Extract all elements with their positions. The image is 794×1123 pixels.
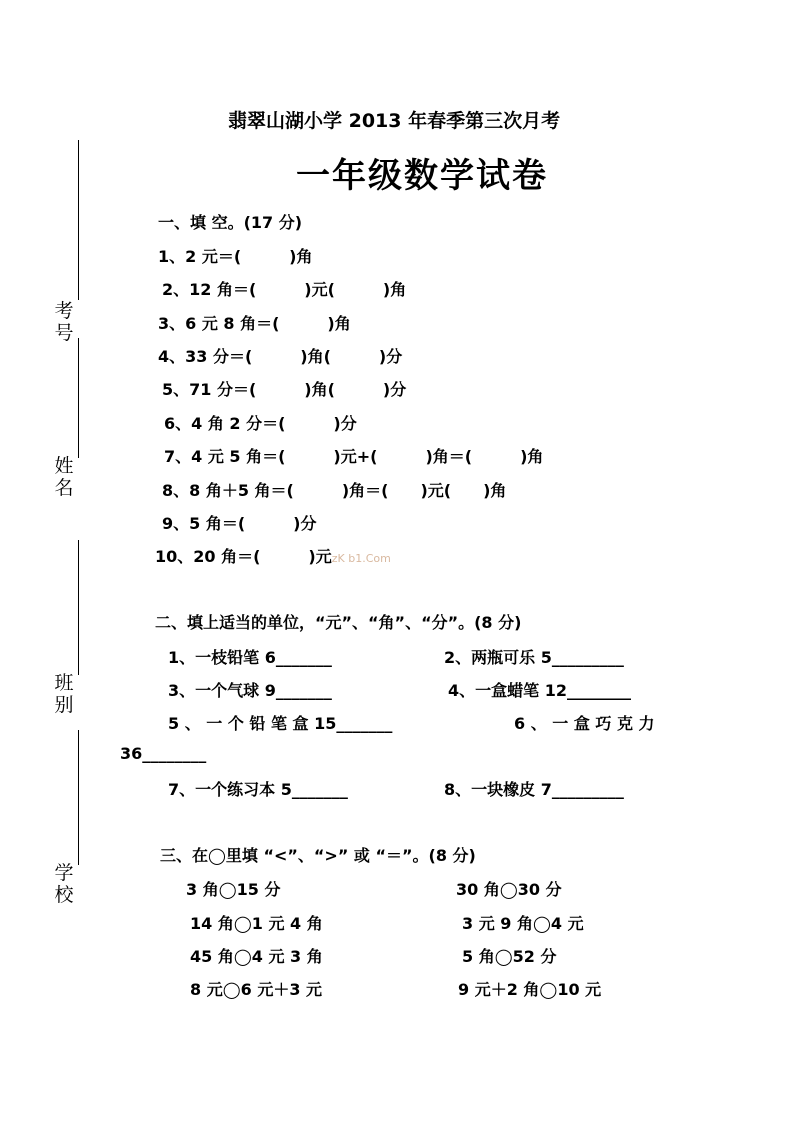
s1-q1: 1、2 元＝( )角: [158, 247, 313, 266]
s1-q7: 7、4 元 5 角＝( )元+( )角＝( )角: [164, 447, 544, 466]
s2-q7: 7、一个练习本 5_______: [168, 780, 348, 799]
binding-label-kaohao: 考号: [54, 300, 74, 344]
s2-q4: 4、一盒蜡笔 12________: [448, 681, 631, 700]
binding-line-xingming: [78, 338, 79, 458]
s2-q8: 8、一块橡皮 7_________: [444, 780, 624, 799]
s2-q5: 5 、 一 个 铅 笔 盒 15_______: [168, 714, 393, 733]
s2-q6: 6 、 一 盒 巧 克 力: [514, 714, 655, 733]
s3-q5: 45 角◯4 元 3 角: [190, 947, 323, 966]
s3-q6: 5 角◯52 分: [462, 947, 557, 966]
s2-q1: 1、一枝铅笔 6_______: [168, 648, 332, 667]
s3-q8: 9 元＋2 角◯10 元: [458, 980, 602, 999]
s1-q6: 6、4 角 2 分＝( )分: [164, 414, 357, 433]
s1-q9: 9、5 角＝( )分: [162, 514, 317, 533]
s3-q3: 14 角◯1 元 4 角: [190, 914, 323, 933]
s3-q1: 3 角◯15 分: [186, 880, 281, 899]
binding-line-kaohao: [78, 140, 79, 300]
watermark-text: zK b1.Com: [331, 552, 391, 565]
school-exam-title: 翡翠山湖小学 2013 年春季第三次月考: [228, 110, 561, 132]
s1-q2: 2、12 角＝( )元( )角: [162, 280, 407, 299]
s2-q3: 3、一个气球 9_______: [168, 681, 332, 700]
binding-label-xingming: 姓名: [54, 455, 74, 499]
s2-q6-cont: 36________: [120, 744, 207, 763]
s1-q4: 4、33 分＝( )角( )分: [158, 347, 403, 366]
s3-q7: 8 元◯6 元＋3 元: [190, 980, 323, 999]
s3-q2: 30 角◯30 分: [456, 880, 562, 899]
s1-q10: [155, 544, 391, 567]
s3-q4: 3 元 9 角◯4 元: [462, 914, 584, 933]
s1-q10-text: 10、20 角＝( )元: [155, 547, 332, 566]
s1-q8: 8、8 角＋5 角＝( )角＝( )元( )角: [162, 481, 507, 500]
section1-heading: 一、填 空。(17 分): [158, 213, 303, 232]
page-title: 一年级数学试卷: [296, 156, 548, 196]
s1-q5: 5、71 分＝( )角( )分: [162, 380, 407, 399]
s2-q2: 2、两瓶可乐 5_________: [444, 648, 624, 667]
binding-label-banbie: 班别: [54, 672, 74, 716]
section3-heading: 三、在◯里填 “<”、“>” 或 “＝”。(8 分): [160, 846, 476, 865]
binding-line-banbie: [78, 540, 79, 675]
binding-label-xuexiao: 学校: [54, 862, 74, 906]
s1-q3: 3、6 元 8 角＝( )角: [158, 314, 351, 333]
binding-line-xuexiao: [78, 730, 79, 865]
section2-heading: 二、填上适当的单位，“元”、“角”、“分”。(8 分): [155, 613, 522, 632]
